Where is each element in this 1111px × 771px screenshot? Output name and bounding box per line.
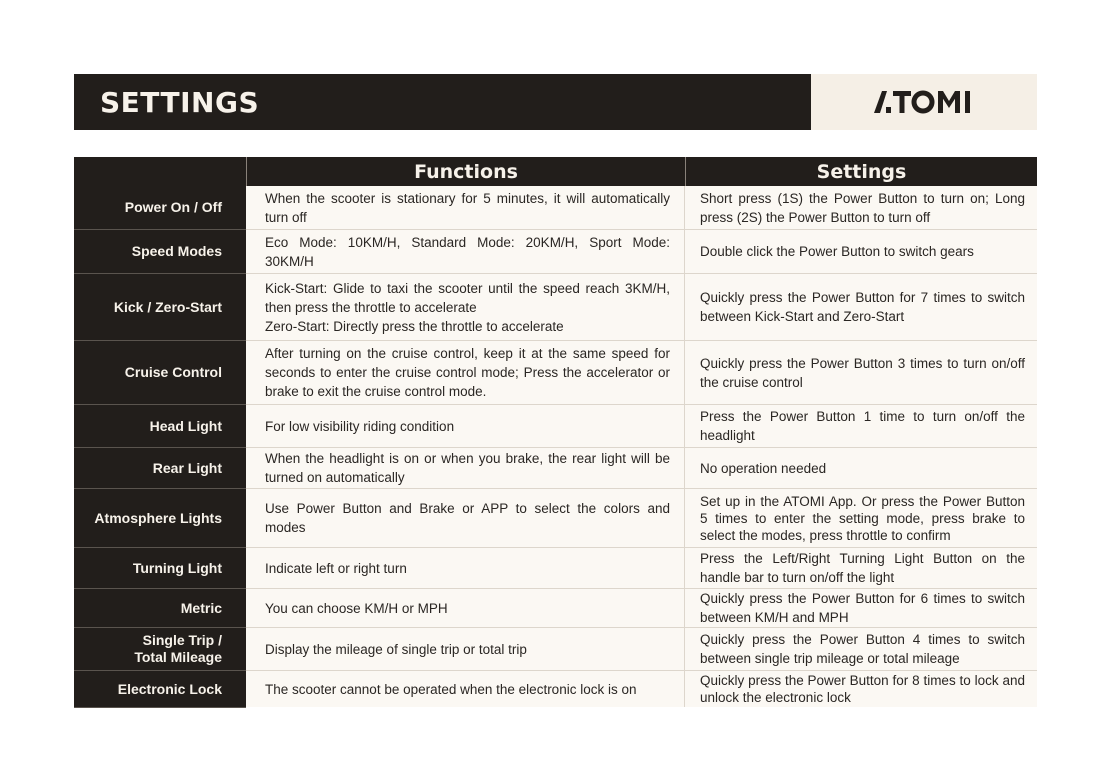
table-row xyxy=(74,341,1037,405)
function-cell: The scooter cannot be operated when the electronic lock is on xyxy=(246,671,684,707)
page-title: SETTINGS xyxy=(100,85,260,119)
function-cell: Display the mileage of single trip or total trip xyxy=(246,628,684,670)
table-row xyxy=(74,548,1037,589)
row-label: Turning Light xyxy=(74,548,246,589)
page-header xyxy=(74,74,1037,130)
row-label: Atmosphere Lights xyxy=(74,489,246,548)
function-cell: Eco Mode: 10KM/H, Standard Mode: 20KM/H, Sport Mode: 30KM/H xyxy=(246,230,684,273)
setting-cell: Quickly press the Power Button 3 times to turn on/off the cruise control xyxy=(684,341,1037,404)
table-row xyxy=(74,274,1037,341)
row-label: Speed Modes xyxy=(74,230,246,274)
column-header-functions: Functions xyxy=(246,157,685,186)
row-label: Power On / Off xyxy=(74,186,246,230)
setting-cell: Quickly press the Power Button for 8 times to lock and unlock the electronic lock xyxy=(684,671,1037,707)
setting-cell: No operation needed xyxy=(684,448,1037,488)
function-cell: After turning on the cruise control, keep it at the same speed for seconds to enter the cruise control mode; Press the accelerator or brake to exit the cruise control mode. xyxy=(246,341,684,404)
settings-table xyxy=(74,157,1037,707)
setting-cell: Set up in the ATOMI App. Or press the Power Button 5 times to enter the setting mode, press brake to select the modes, press throttle to confirm xyxy=(684,489,1037,547)
row-label: Kick / Zero-Start xyxy=(74,274,246,341)
table-row xyxy=(74,671,1037,707)
row-label: Head Light xyxy=(74,405,246,448)
row-label: Metric xyxy=(74,589,246,628)
setting-cell: Quickly press the Power Button for 7 times to switch between Kick-Start and Zero-Start xyxy=(684,274,1037,340)
setting-cell: Double click the Power Button to switch gears xyxy=(684,230,1037,273)
header-blank-cell xyxy=(74,157,246,186)
function-cell: When the scooter is stationary for 5 minutes, it will automatically turn off xyxy=(246,186,684,229)
table-row xyxy=(74,230,1037,274)
table-row xyxy=(74,628,1037,671)
table-row xyxy=(74,405,1037,448)
row-label: Rear Light xyxy=(74,448,246,489)
row-label: Cruise Control xyxy=(74,341,246,405)
header-title-bar xyxy=(74,74,811,130)
atomi-logo xyxy=(874,90,974,114)
table-row xyxy=(74,186,1037,230)
setting-cell: Short press (1S) the Power Button to turn on; Long press (2S) the Power Button to turn off xyxy=(684,186,1037,229)
function-cell: You can choose KM/H or MPH xyxy=(246,589,684,627)
setting-cell: Press the Power Button 1 time to turn on/off the headlight xyxy=(684,405,1037,447)
setting-cell: Quickly press the Power Button 4 times to switch between single trip mileage or total mileage xyxy=(684,628,1037,670)
table-row xyxy=(74,489,1037,548)
table-header xyxy=(74,157,1037,186)
column-header-settings: Settings xyxy=(685,157,1037,186)
table-row xyxy=(74,448,1037,489)
function-cell: Kick-Start: Glide to taxi the scooter until the speed reach 3KM/H, then press the throttle to accelerate Zero-Start: Directly press the throttle to accelerate xyxy=(246,274,684,340)
setting-cell: Quickly press the Power Button for 6 times to switch between KM/H and MPH xyxy=(684,589,1037,627)
function-cell: Use Power Button and Brake or APP to select the colors and modes xyxy=(246,489,684,547)
table-row xyxy=(74,589,1037,628)
function-cell: When the headlight is on or when you brake, the rear light will be turned on automatically xyxy=(246,448,684,488)
row-label: Electronic Lock xyxy=(74,671,246,708)
setting-cell: Press the Left/Right Turning Light Button on the handle bar to turn on/off the light xyxy=(684,548,1037,588)
header-logo-area xyxy=(811,74,1037,130)
function-cell: Indicate left or right turn xyxy=(246,548,684,588)
function-cell: For low visibility riding condition xyxy=(246,405,684,447)
row-label: Single Trip / Total Mileage xyxy=(74,628,246,671)
